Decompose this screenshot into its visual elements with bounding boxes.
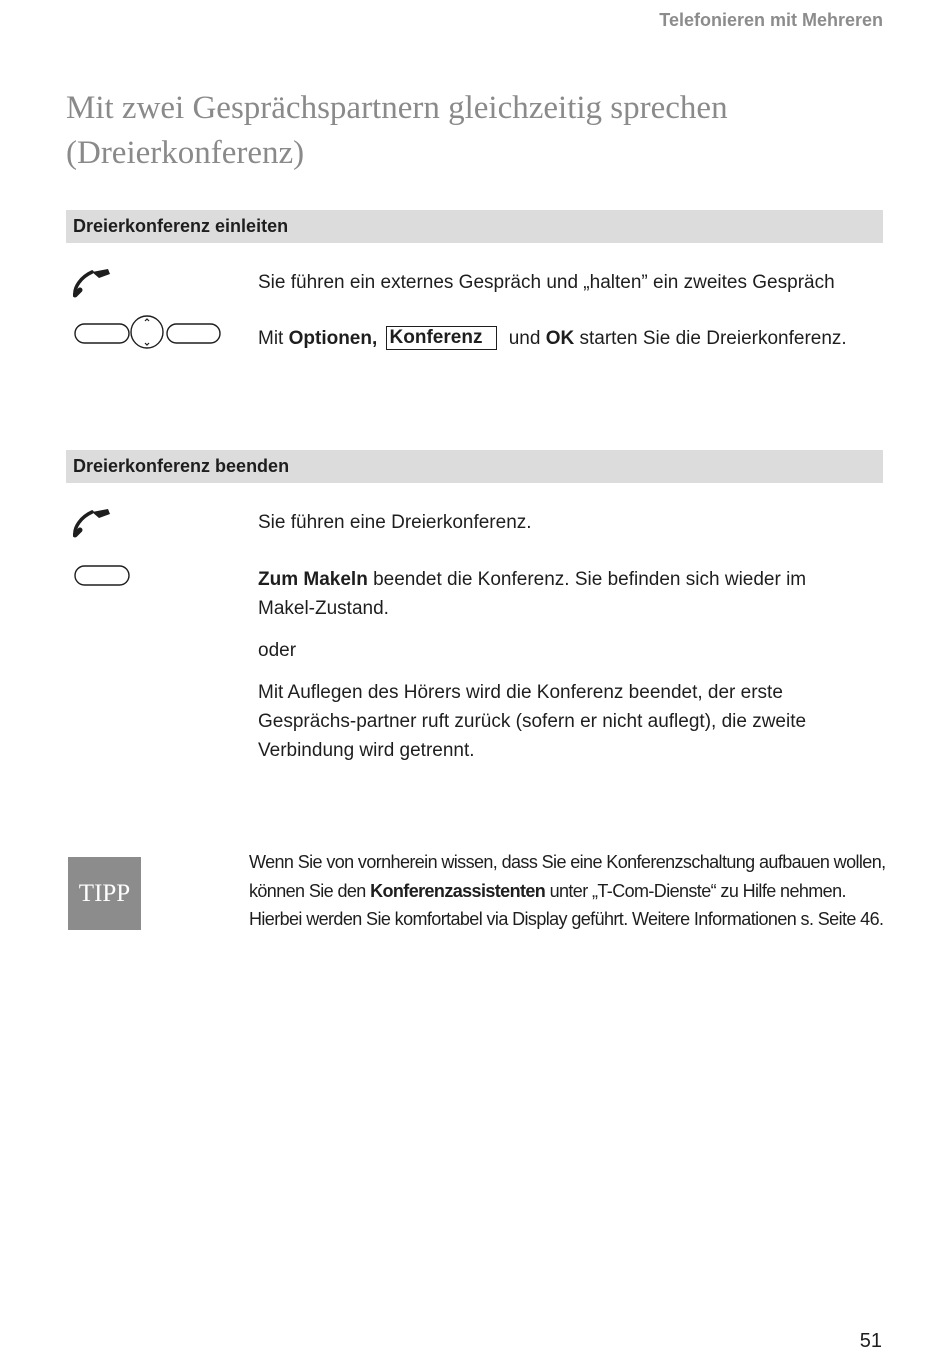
step-in-conference: Sie führen eine Dreierkonferenz. xyxy=(258,512,532,533)
softkey-icon xyxy=(74,565,132,587)
step2-suffix: starten Sie die Dreierkonferenz. xyxy=(574,328,847,349)
handset-icon xyxy=(73,506,113,538)
options-label: Optionen, xyxy=(288,328,378,349)
konferenzassistenten-label: Konferenzassistenten xyxy=(370,880,546,901)
or-text: oder xyxy=(258,640,297,661)
handset-icon xyxy=(73,266,113,298)
softkeys-navigation-icon xyxy=(74,315,222,349)
step-external-call: Sie führen ein externes Gespräch und „halten” ein zweites Gespräch xyxy=(258,272,835,293)
tipp-text-prefix: Wenn Sie von vornherein wissen, dass Sie eine Konferenzschaltung aufbauen wollen, können Sie den xyxy=(249,852,886,901)
page-title-line2: (Dreierkonferenz) xyxy=(66,135,305,171)
zum-makeln-label: Zum Makeln xyxy=(258,569,368,590)
tipp-text xyxy=(249,848,889,934)
step2-prefix: Mit xyxy=(258,328,289,349)
step-end-makeln xyxy=(258,565,868,623)
step-end-makeln-text: beendet die Konferenz. Sie befinden sich wieder im Makel-Zustand. xyxy=(258,569,807,619)
page-title-line1: Mit zwei Gesprächspartnern gleichzeitig sprechen xyxy=(66,90,728,126)
ok-label: OK xyxy=(545,328,575,349)
page-title xyxy=(66,86,846,176)
tipp-text-suffix: unter „T-Com-Dienste“ zu Hilfe nehmen. Hierbei werden Sie komfortabel via Display geführt. Weitere Informationen s. Seite 46. xyxy=(249,880,884,929)
step-hang-up: Mit Auflegen des Hörers wird die Konferenz beendet, der erste Gesprächs-partner ruft zurück (sofern er nicht auflegt), die zweite Verbindung wird getrennt. xyxy=(258,682,807,761)
section-heading-einleiten: Dreierkonferenz einleiten xyxy=(66,210,883,243)
running-header: Telefonieren mit Mehreren xyxy=(659,10,883,30)
section-heading-beenden: Dreierkonferenz beenden xyxy=(66,450,883,483)
step-start-conference xyxy=(258,324,868,353)
display-option-konferenz: Konferenz xyxy=(386,326,498,350)
tipp-badge: TIPP xyxy=(68,857,141,930)
page-number: 51 xyxy=(859,1330,882,1352)
step2-middle: und xyxy=(508,328,546,349)
